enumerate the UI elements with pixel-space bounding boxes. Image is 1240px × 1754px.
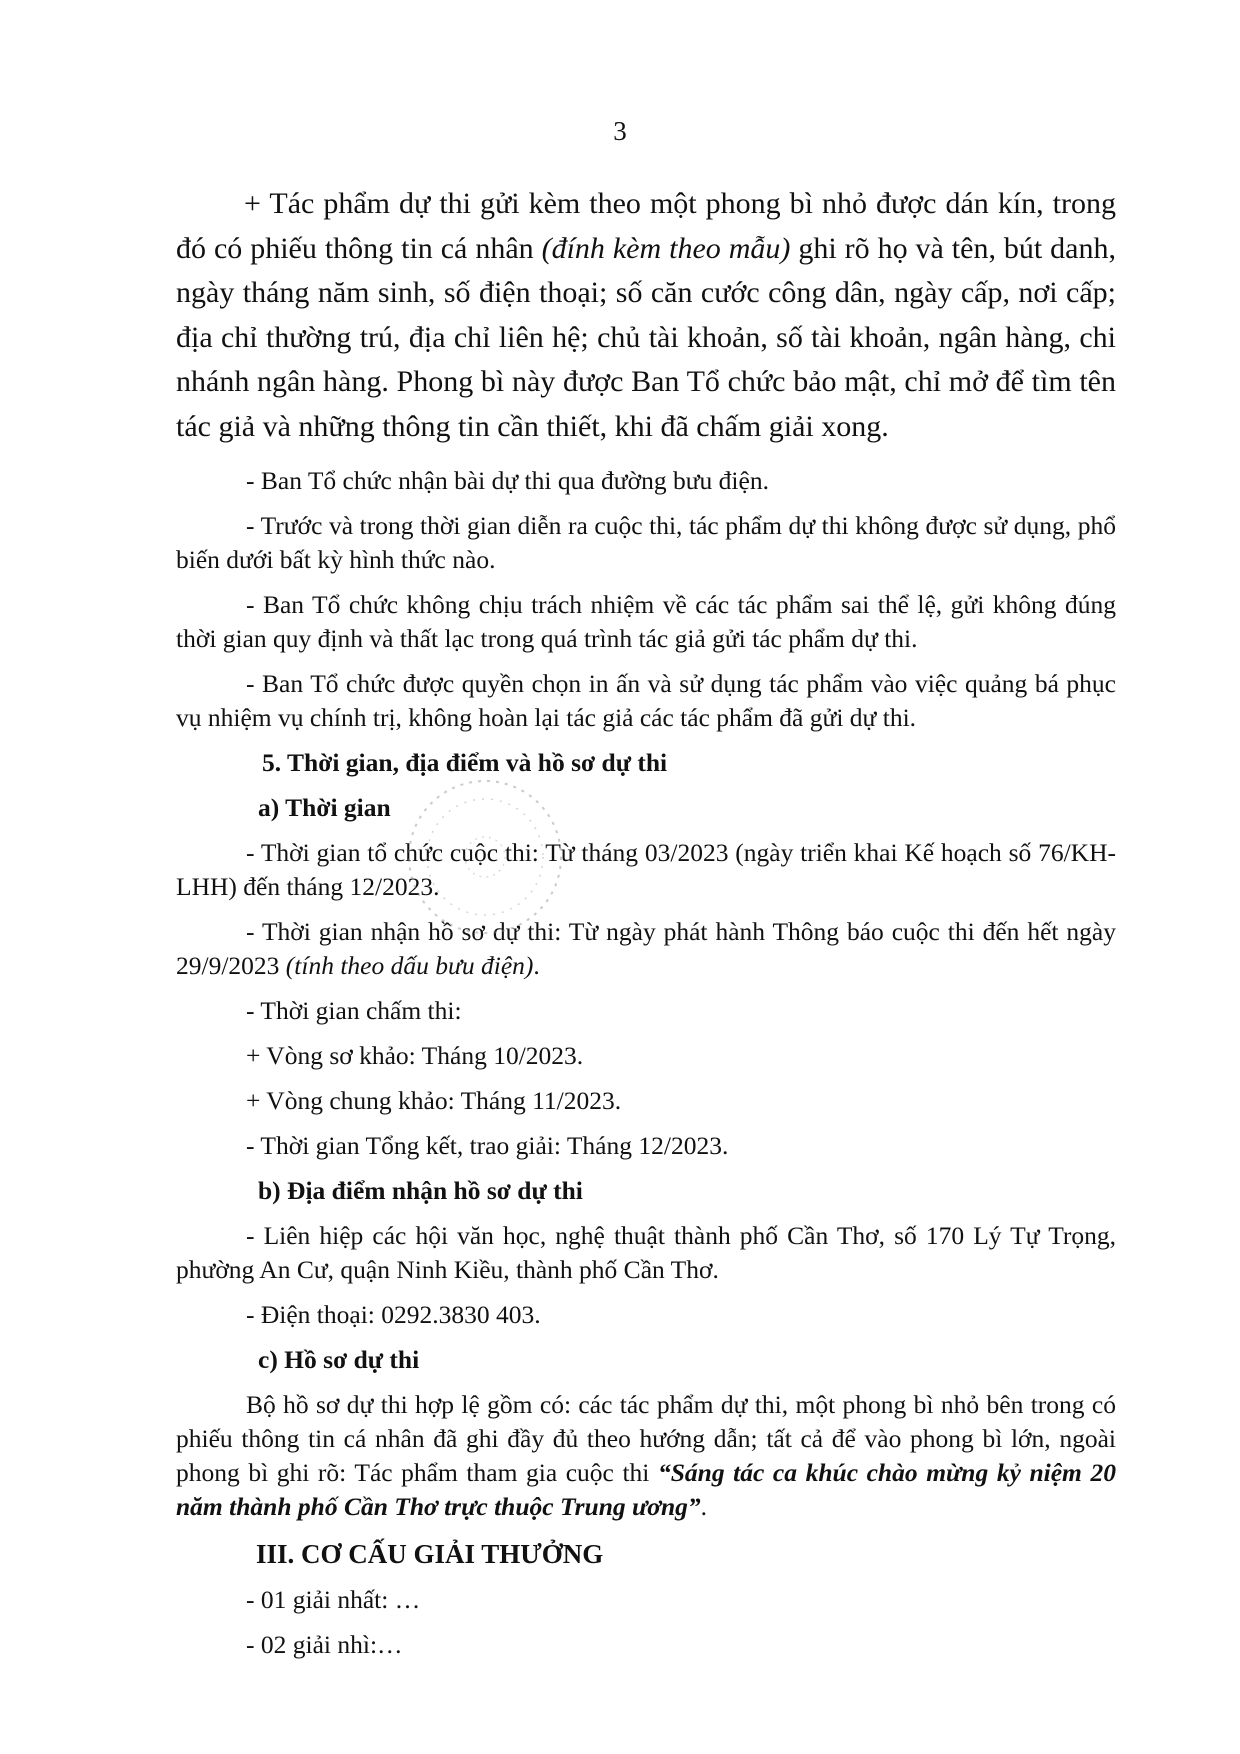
page-number: 3 — [613, 116, 627, 146]
receive-time-note: (tính theo dấu bưu điện) — [285, 950, 534, 980]
dossier-text: Bộ hồ sơ dự thi hợp lệ gồm có: các tác phẩm dự thi, một phong bì nhỏ bên trong có phiếu thông tin cá nhân đã ghi đầy đủ theo hướng dẫn; tất cả để vào phong bì lớn, ngoài phong bì ghi rõ: Tác phẩm tham gia cuộc thi — [176, 1389, 1116, 1487]
rule-item: - Ban Tổ chức nhận bài dự thi qua đường bưu điện. — [246, 465, 769, 495]
submission-address: - Liên hiệp các hội văn học, nghệ thuật thành phố Cần Thơ, số 170 Lý Tự Trọng, phường An Cư, quận Ninh Kiều, thành phố Cần Thơ. — [176, 1220, 1116, 1284]
lead-text-start: + Tác phẩm dự thi gửi kèm theo một phong bì nhỏ được dán kín, trong đó có phiếu thông tin cá nhân — [176, 187, 1116, 265]
lead-paragraph — [176, 182, 1116, 450]
section-5a-title: a) Thời gian — [258, 792, 391, 822]
lead-italic-note: (đính kèm theo mẫu) — [541, 231, 791, 265]
document-body — [176, 182, 1116, 1673]
receive-time — [176, 915, 1116, 983]
judging-time: - Thời gian chấm thi: — [246, 995, 462, 1025]
contest-name: “Sáng tác ca khúc chào mừng kỷ niệm 20 năm thành phố Cần Thơ trực thuộc Trung ương” — [176, 1457, 1116, 1521]
section-5c-title: c) Hồ sơ dự thi — [258, 1344, 420, 1374]
final-round: + Vòng chung khảo: Tháng 11/2023. — [246, 1085, 622, 1115]
award-time: - Thời gian Tổng kết, trao giải: Tháng 12/2023. — [246, 1130, 729, 1160]
first-prize: - 01 giải nhất: … — [246, 1584, 421, 1614]
organize-time: - Thời gian tổ chức cuộc thi: Từ tháng 03/2023 (ngày triển khai Kế hoạch số 76/KH-LHH) đến tháng 12/2023. — [176, 837, 1116, 901]
second-prize: - 02 giải nhì:… — [246, 1629, 403, 1659]
rule-item: - Trước và trong thời gian diễn ra cuộc thi, tác phẩm dự thi không được sử dụng, phổ biến dưới bất kỳ hình thức nào. — [176, 510, 1116, 574]
receive-time-end: . — [533, 950, 540, 980]
rule-item: - Ban Tổ chức không chịu trách nhiệm về các tác phẩm sai thể lệ, gửi không đúng thời gian quy định và thất lạc trong quá trình tác giả gửi tác phẩm dự thi. — [176, 589, 1116, 653]
section-5-title: 5. Thời gian, địa điểm và hồ sơ dự thi — [262, 747, 668, 777]
dossier-text-end: . — [700, 1491, 708, 1521]
section-3-title: III. CƠ CẤU GIẢI THƯỞNG — [256, 1538, 604, 1569]
dossier-description — [176, 1388, 1116, 1524]
rule-item: - Ban Tổ chức được quyền chọn in ấn và sử dụng tác phẩm vào việc quảng bá phục vụ nhiệm vụ chính trị, không hoàn lại tác giả các tác phẩm đã gửi dự thi. — [176, 668, 1116, 732]
receive-time-text: - Thời gian nhận hồ sơ dự thi: Từ ngày phát hành Thông báo cuộc thi đến hết ngày 29/9/2023 — [176, 916, 1116, 980]
contact-phone: - Điện thoại: 0292.3830 403. — [246, 1299, 541, 1329]
lead-text-end: ghi rõ họ và tên, bút danh, ngày tháng năm sinh, số điện thoại; số căn cước công dân, ngày cấp, nơi cấp; địa chỉ thường trú, địa chỉ liên hệ; chủ tài khoản, số tài khoản, ngân hàng, chi nhánh ngân hàng. Phong bì này được Ban Tổ chức bảo mật, chỉ mở để tìm tên tác giả và những thông tin cần thiết, khi đã chấm giải xong. — [176, 231, 1116, 443]
preliminary-round: + Vòng sơ khảo: Tháng 10/2023. — [246, 1040, 584, 1070]
section-5b-title: b) Địa điểm nhận hồ sơ dự thi — [258, 1175, 583, 1205]
